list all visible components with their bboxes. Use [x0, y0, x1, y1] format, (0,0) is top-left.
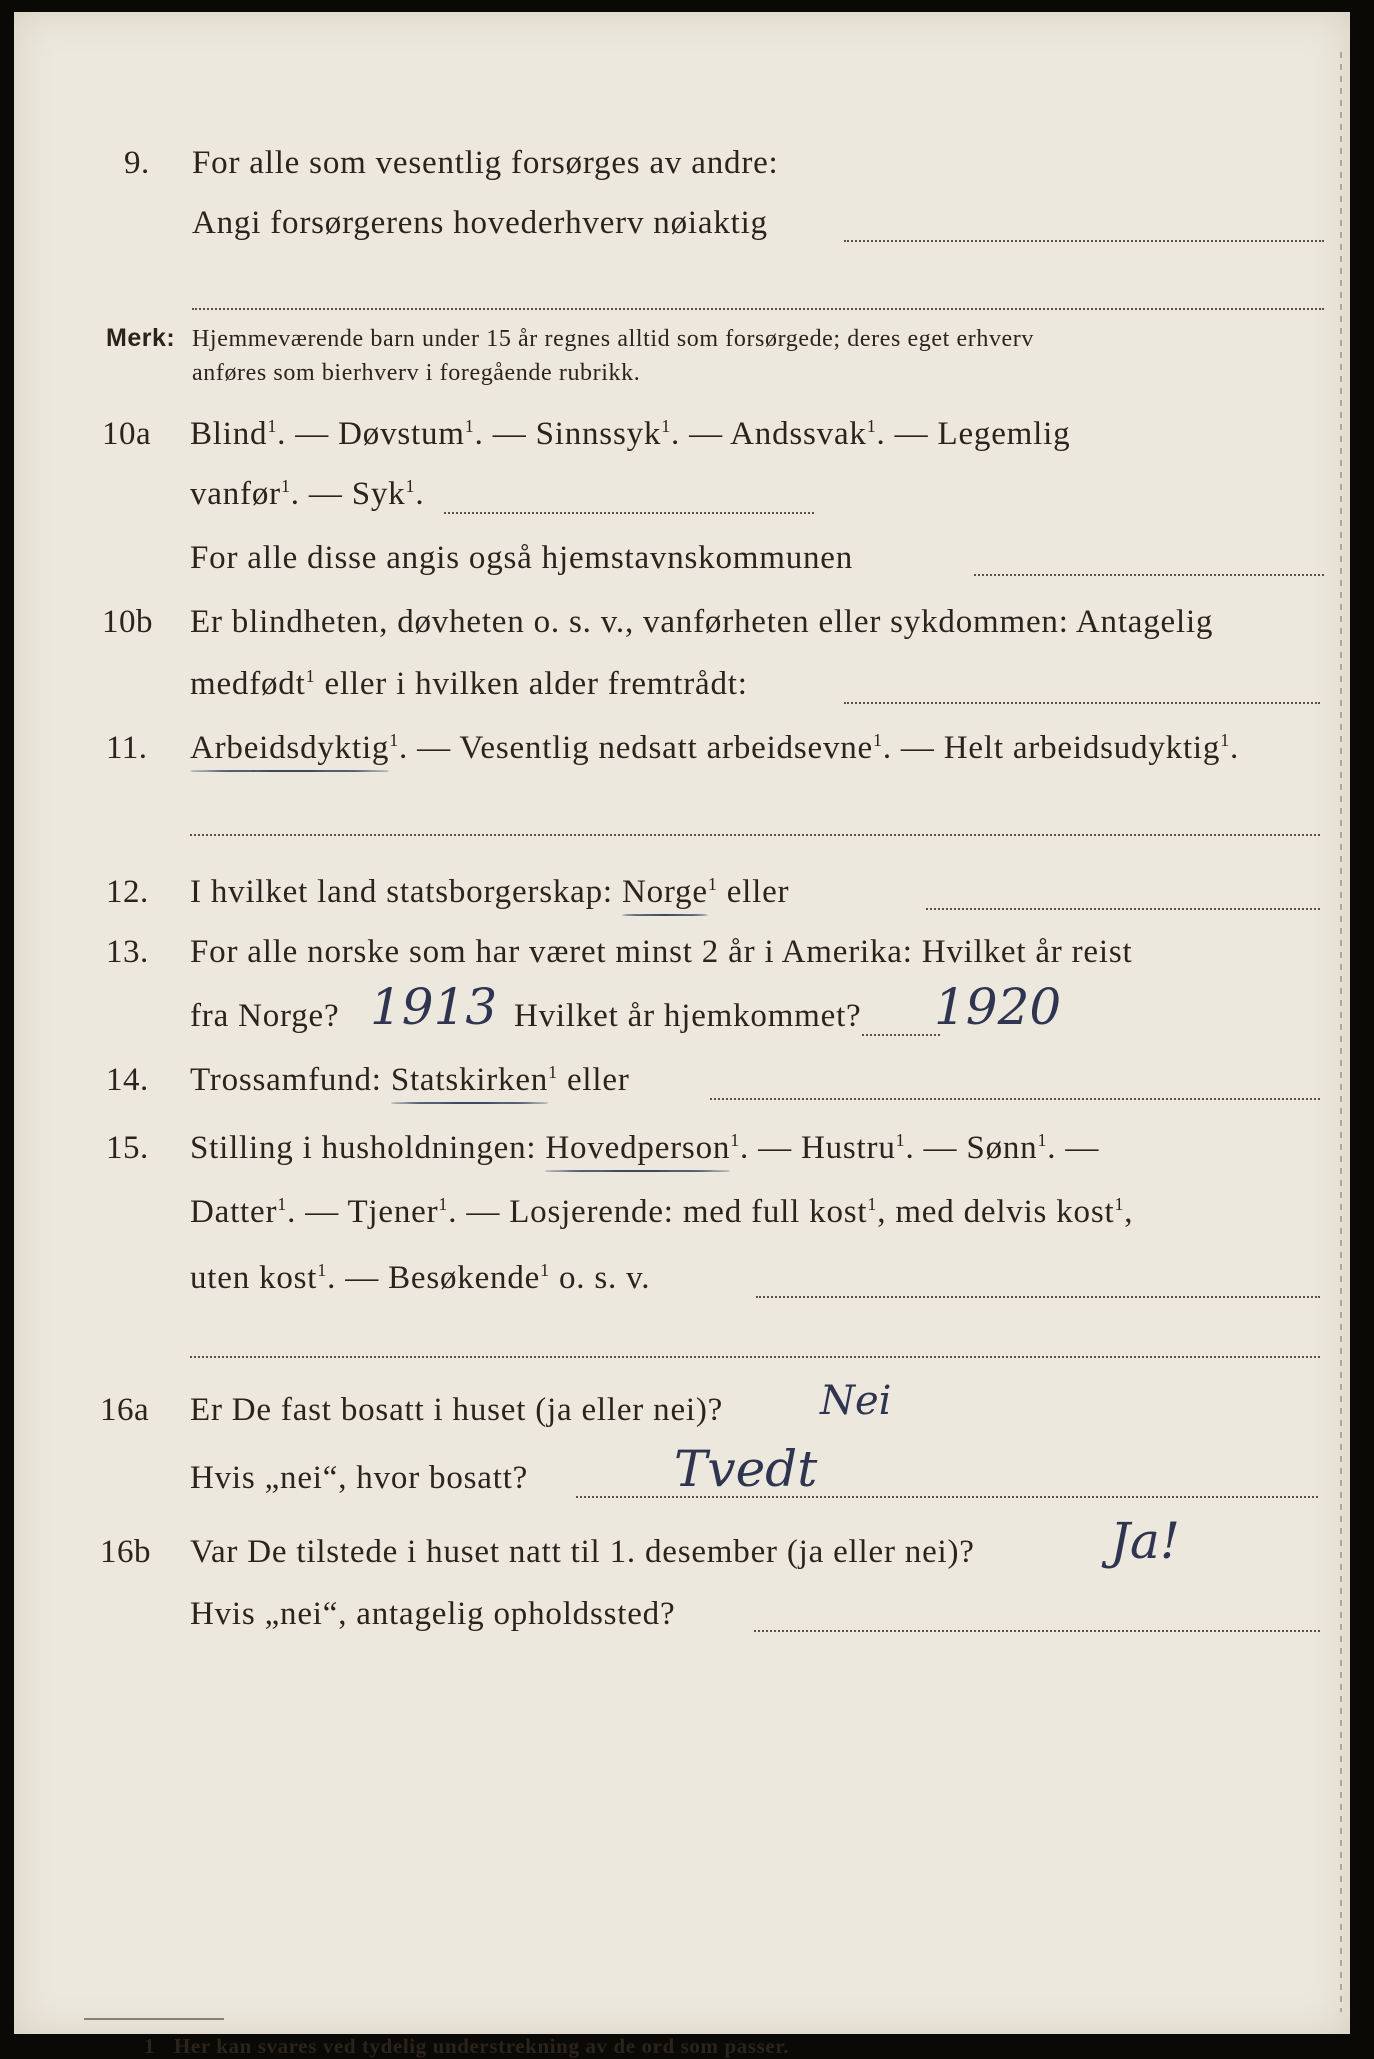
option-legemlig[interactable]: Legemlig: [937, 416, 1071, 452]
option-andssvak[interactable]: Andssvak: [730, 416, 867, 452]
q15-line3: uten kost$^1$. — Besøkende$^1$ o. s. v.: [190, 1260, 651, 1296]
option-tjener[interactable]: Tjener: [347, 1194, 439, 1230]
q10b-line1: Er blindheten, døvheten o. s. v., vanførheten eller sykdommen: Antagelig: [190, 604, 1214, 640]
option-hustru[interactable]: Hustru: [800, 1130, 896, 1166]
option-syk[interactable]: Syk: [351, 476, 406, 512]
census-form-page: [14, 12, 1350, 2058]
footnote-rule: [84, 2018, 224, 2020]
q16a-line1: Er De fast bosatt i huset (ja eller nei)?: [190, 1392, 724, 1428]
q10a-syk-field[interactable]: [444, 512, 814, 514]
answer-fast-bosatt: Nei: [820, 1378, 892, 1424]
q14-trossamfund-field[interactable]: [710, 1098, 1320, 1100]
perforated-edge: [1340, 52, 1342, 2012]
option-sinnssyk[interactable]: Sinnssyk: [535, 416, 662, 452]
q9-answer-field[interactable]: [844, 240, 1324, 242]
q15-extra-field[interactable]: [190, 1356, 1320, 1358]
q15-number: 15.: [106, 1130, 149, 1166]
option-vanfor[interactable]: vanfør: [190, 476, 281, 512]
merk-line1: Hjemmeværende barn under 15 år regnes alltid som forsørgede; deres eget erhverv: [192, 326, 1035, 352]
q14-number: 14.: [106, 1062, 149, 1098]
q16b-line1: Var De tilstede i huset natt til 1. desember (ja eller nei)?: [190, 1534, 975, 1570]
option-delvis-kost[interactable]: med delvis kost: [895, 1194, 1115, 1230]
answer-year-departed: 1913: [370, 978, 498, 1036]
footnote-marker: 1: [144, 2034, 156, 2058]
q10a-number: 10a: [102, 416, 152, 452]
option-full-kost[interactable]: med full kost: [682, 1194, 868, 1230]
answer-tilstede: Ja!: [1110, 1512, 1180, 1570]
q16a-number: 16a: [100, 1392, 150, 1428]
q15-stilling-field[interactable]: [756, 1296, 1320, 1298]
q9-line1: For alle som vesentlig forsørges av andre:: [192, 145, 779, 181]
q10a-line2: vanfør$^1$. — Syk$^1$.: [190, 476, 425, 512]
q11-number: 11.: [106, 730, 148, 766]
option-hovedperson[interactable]: Hovedperson: [545, 1130, 731, 1166]
option-medfodt[interactable]: medfødt: [190, 666, 306, 702]
q16a-line2: Hvis „nei“, hvor bosatt?: [190, 1460, 529, 1496]
footnote-text: Her kan svares ved tydelig understrekning av de ord som passer.: [174, 2034, 790, 2058]
q9-line2: Angi forsørgerens hovederhverv nøiaktig: [192, 205, 768, 241]
option-sonn[interactable]: Sønn: [966, 1130, 1038, 1166]
option-dovstum[interactable]: Døvstum: [338, 416, 465, 452]
q14-line1: Trossamfund: Statskirken$^1$ eller: [190, 1062, 630, 1098]
option-udyktig[interactable]: Helt arbeidsudyktig: [943, 730, 1221, 766]
q10b-number: 10b: [102, 604, 153, 640]
option-blind[interactable]: Blind: [190, 416, 268, 452]
option-nedsatt[interactable]: Vesentlig nedsatt arbeidsevne: [459, 730, 873, 766]
q10a-line1: Blind$^1$. — Døvstum$^1$. — Sinnssyk$^1$. — Andssvak$^1$. — Legemlig: [190, 416, 1071, 452]
q12-number: 12.: [106, 874, 149, 910]
option-statskirken[interactable]: Statskirken: [390, 1062, 549, 1098]
q13-hjem-field[interactable]: [862, 1034, 940, 1036]
q10b-line2: medfødt$^1$ eller i hvilken alder fremtrådt:: [190, 666, 748, 702]
q9-answer-field-2[interactable]: [192, 308, 1324, 310]
q10b-alder-field[interactable]: [844, 702, 1320, 704]
q16b-number: 16b: [100, 1534, 151, 1570]
q12-land-field[interactable]: [926, 908, 1320, 910]
option-arbeidsdyktig[interactable]: Arbeidsdyktig: [190, 730, 390, 766]
option-datter[interactable]: Datter: [190, 1194, 278, 1230]
merk-label: Merk:: [106, 324, 176, 352]
option-uten-kost[interactable]: uten kost: [190, 1260, 318, 1296]
q12-line1: I hvilket land statsborgerskap: Norge$^1$ eller: [190, 874, 790, 910]
q13-fra-norge: fra Norge?: [190, 998, 340, 1034]
q11-line1: Arbeidsdyktig$^1$. — Vesentlig nedsatt arbeidsevne$^1$. — Helt arbeidsudyktig$^1$.: [190, 730, 1240, 766]
q13-hjemkommet: Hvilket år hjemkommet?: [514, 998, 862, 1034]
merk-line2: anføres som bierhverv i foregående rubrikk.: [192, 360, 641, 386]
q16b-opholdssted-field[interactable]: [754, 1630, 1320, 1632]
answer-year-returned: 1920: [934, 978, 1062, 1036]
answer-hvor-bosatt: Tvedt: [674, 1440, 818, 1498]
q11-extra-field[interactable]: [190, 834, 1320, 836]
q10a-hjemstavn-field[interactable]: [974, 574, 1324, 576]
option-norge[interactable]: Norge: [621, 874, 708, 910]
q9-number: 9.: [124, 145, 150, 181]
option-besokende[interactable]: Besøkende: [388, 1260, 541, 1296]
q13-line1: For alle norske som har været minst 2 år i Amerika: Hvilket år reist: [190, 934, 1133, 970]
q10a-line3: For alle disse angis også hjemstavnskommunen: [190, 540, 854, 576]
q15-line1: Stilling i husholdningen: Hovedperson$^1$. — Hustru$^1$. — Sønn$^1$. —: [190, 1130, 1100, 1166]
q15-line2: Datter$^1$. — Tjener$^1$. — Losjerende: med full kost$^1$, med delvis kost$^1$,: [190, 1194, 1134, 1230]
q16b-line2: Hvis „nei“, antagelig opholdssted?: [190, 1596, 676, 1632]
q13-number: 13.: [106, 934, 149, 970]
